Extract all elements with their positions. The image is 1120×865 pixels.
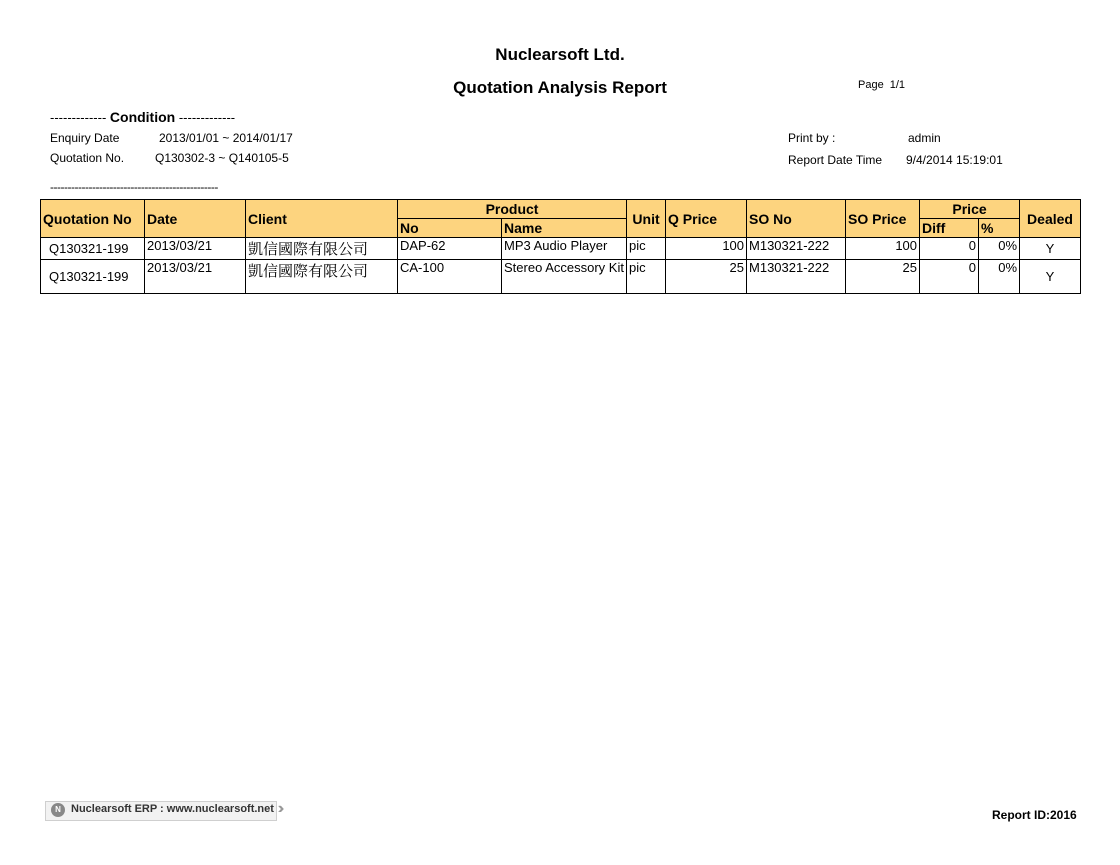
header-date: Date (145, 200, 246, 238)
cell-q-price: 25 (666, 260, 747, 294)
table-row (41, 238, 1081, 260)
company-name: Nuclearsoft Ltd. (495, 45, 625, 64)
cell-product-no: CA-100 (398, 260, 502, 294)
cell-pct: 0% (979, 238, 1020, 260)
cell-diff: 0 (920, 260, 979, 294)
enquiry-date-value: 2013/01/01 ~ 2014/01/17 (159, 131, 293, 145)
cell-so-no: M130321-222 (747, 260, 846, 294)
table-row (41, 260, 1081, 294)
page-label: Page (858, 79, 884, 91)
report-id: Report ID:2016 (992, 808, 1077, 822)
header-so-no: SO No (747, 200, 846, 238)
condition-dash-left: ------------- (50, 110, 107, 125)
header-price-pct: % (979, 219, 1020, 238)
print-by-label: Print by : (788, 131, 836, 145)
cell-unit: pic (627, 260, 666, 294)
cell-quotation-no: Q130321-199 (41, 238, 145, 260)
report-title: Quotation Analysis Report (453, 78, 667, 97)
header-so-price: SO Price (846, 200, 920, 238)
footer-brand-text: Nuclearsoft ERP : www.nuclearsoft.net (71, 803, 274, 815)
nuclearsoft-logo-icon: N (51, 803, 65, 817)
quotation-no-value: Q130302-3 ~ Q140105-5 (155, 151, 289, 165)
footer-brand (45, 800, 300, 820)
cell-q-price: 100 (666, 238, 747, 260)
report-date-label: Report Date Time (788, 153, 883, 167)
condition-dash-right: ------------- (178, 110, 236, 125)
header-product: Product (398, 200, 627, 219)
cell-client: 凱信國際有限公司 (246, 238, 398, 260)
quotation-no-label: Quotation No. (50, 151, 125, 165)
header-client: Client (246, 200, 398, 238)
header-price-diff: Diff (920, 219, 979, 238)
header-q-price: Q Price (666, 200, 747, 238)
cell-quotation-no: Q130321-199 (41, 260, 145, 294)
header-price: Price (920, 200, 1020, 219)
cell-so-price: 25 (846, 260, 920, 294)
header-quotation-no: Quotation No (41, 200, 145, 238)
cell-so-price: 100 (846, 238, 920, 260)
cell-pct: 0% (979, 260, 1020, 294)
condition-title: Condition (109, 109, 176, 125)
header-product-no: No (398, 219, 502, 238)
enquiry-date-label: Enquiry Date (50, 131, 120, 145)
header-product-name: Name (502, 219, 627, 238)
header-unit: Unit (627, 200, 666, 238)
cell-unit: pic (627, 238, 666, 260)
cell-diff: 0 (920, 238, 979, 260)
cell-date: 2013/03/21 (145, 238, 246, 260)
cell-product-name: MP3 Audio Player (502, 238, 627, 260)
condition-divider: ------------------------------------------------ (50, 180, 218, 194)
cell-so-no: M130321-222 (747, 238, 846, 260)
cell-dealed: Y (1020, 238, 1081, 260)
cell-dealed: Y (1020, 260, 1081, 294)
page-indicator (858, 79, 911, 91)
cell-product-no: DAP-62 (398, 238, 502, 260)
report-date-value: 9/4/2014 15:19:01 (906, 153, 1003, 167)
cell-client: 凱信國際有限公司 (246, 260, 398, 294)
cell-date: 2013/03/21 (145, 260, 246, 294)
cell-product-name: Stereo Accessory Kit (502, 260, 627, 294)
quotation-table (40, 199, 1081, 294)
header-dealed: Dealed (1020, 200, 1081, 238)
print-by-value: admin (908, 131, 941, 145)
page-value: 1/1 (889, 79, 905, 91)
condition-heading (50, 109, 235, 125)
